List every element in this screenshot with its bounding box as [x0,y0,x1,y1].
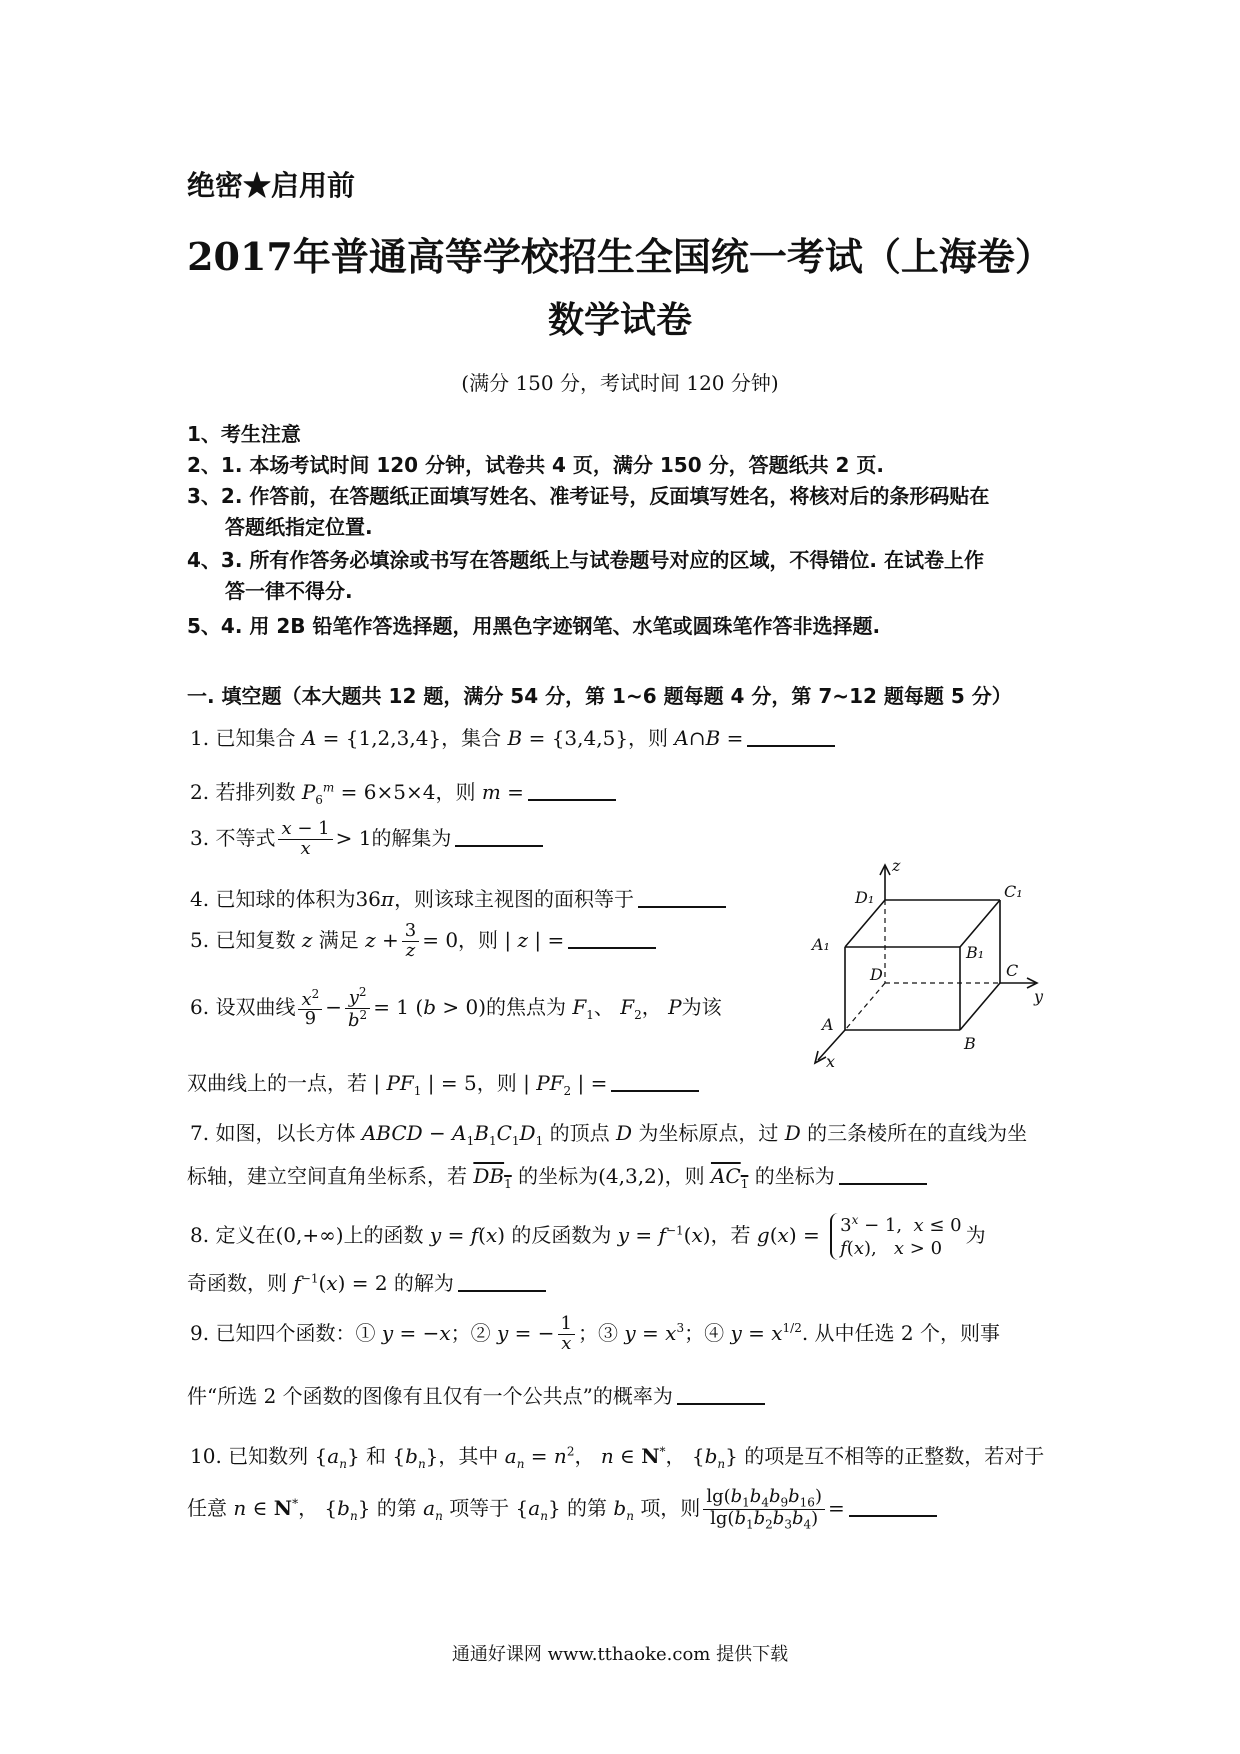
answer-blank-7[interactable] [839,1183,927,1185]
fig-label-z: z [892,856,901,875]
footer-text: 通通好课网 www.tthaoke.com 提供下载 [451,1644,789,1665]
question-8-line-2: 奇函数，则 $f^{-1}(x) = 2$ 的解为 [187,1267,546,1296]
exam-subtitle: 数学试卷 [547,299,692,341]
classified-label: 绝密★启用前 [187,169,356,202]
question-1: 1. 已知集合 A = {1,2,3,4}，集合 B = {3,4,5}，则 A∩B = [190,722,835,751]
answer-blank-4[interactable] [638,906,726,908]
notice-line-4-cont: 答一律不得分. [225,579,353,603]
exam-title: 2017年普通高等学校招生全国统一考试（上海卷） [187,234,1053,279]
question-8: 8. 定义在(0,+∞)上的函数 y = f(x) 的反函数为 $y = f^{-1}(x)$，若 g(x) = $3^x - 1$, x ≤ 0 f(x), x > 0 为 [190,1213,986,1259]
fig-label-x: x [826,1052,836,1070]
fig-label-A: A [822,1015,834,1034]
fig-label-B: B [964,1034,976,1053]
notice-line-4: 4、3. 所有作答务必填涂或书写在答题纸上与试卷题号对应的区域，不得错位. 在试卷上作 [187,548,984,572]
answer-blank-6[interactable] [611,1090,699,1092]
question-7-line-2: 标轴，建立空间直角坐标系，若 $DB_1$ 的坐标为(4,3,2)，则 $AC_1$ 的坐标为 [187,1160,927,1191]
question-10: 10. 已知数列 $\{a_n\}$ 和 $\{b_n\}$，其中 $a_n = n^2$， n ∈ N*， $\{b_n\}$ 的项是互不相等的正整数，若对于 [190,1444,1045,1471]
question-3: 3. 不等式 $\frac{x - 1}{x}$ > 1的解集为 [190,820,543,859]
question-10-line-2: 任意 n ∈ N*， $\{b_n\}$ 的第 $a_n$ 项等于 $\{a_n\}$ 的第 $b_n$ 项，则 $\frac{\lg(b_1b_4b_9b_{16})}{\lg(b_1b_2b_3b_4)}$ = [187,1488,937,1531]
question-6: 6. 设双曲线 $\frac{x^2}{9}$ − $\frac{y^2}{b^2}$ = 1 (b > 0)的焦点为 $F_1$、 $F_2$， P为该 [190,985,722,1031]
fig-label-D: D [870,965,883,984]
answer-blank-9[interactable] [677,1403,765,1405]
fig-label-y: y [1034,987,1044,1006]
question-4: 4. 已知球的体积为36π，则该球主视图的面积等于 [190,883,726,912]
notice-line-1: 1、考生注意 [187,422,301,446]
question-7: 7. 如图，以长方体 ABCD − $A_1B_1C_1D_1$ 的顶点 D 为坐标原点，过 D 的三条棱所在的直线为坐 [190,1121,1028,1148]
answer-blank-1[interactable] [747,745,835,747]
notice-line-5: 5、4. 用 2B 铅笔作答选择题，用黑色字迹钢笔、水笔或圆珠笔作答非选择题. [187,614,881,638]
question-2: 2. 若排列数 $P_6^m = 6\times 5\times 4$，则 m = [190,776,616,807]
fig-label-A1: A₁ [812,935,830,954]
question-9-line-2: 件“所选 2 个函数的图像有且仅有一个公共点”的概率为 [187,1380,765,1409]
cuboid-figure [790,855,1070,1070]
answer-blank-5[interactable] [568,947,656,949]
answer-blank-3[interactable] [455,845,543,847]
notice-line-2: 2、1. 本场考试时间 120 分钟，试卷共 4 页，满分 150 分，答题纸共 2 页. [187,453,885,477]
section-heading: 一. 填空题（本大题共 12 题，满分 54 分，第 1~6 题每题 4 分，第 7~12 题每题 5 分） [187,684,1012,708]
answer-blank-10[interactable] [849,1515,937,1517]
score-note: (满分 150 分，考试时间 120 分钟) [461,371,779,395]
fig-label-D1: D₁ [855,888,875,907]
answer-blank-8[interactable] [458,1290,546,1292]
fig-label-B1: B₁ [966,943,985,962]
question-6-line-2: 双曲线上的一点，若 | $PF_1$ | = 5，则 | $PF_2$ | = [187,1067,699,1098]
fig-label-C: C [1006,961,1019,980]
question-5: 5. 已知复数 z 满足 z + $\frac{3}{z}$ = 0，则 | z | = [190,922,656,961]
question-9: 9. 已知四个函数：① y = −x；② y = − $\frac{1}{x}$ ；③ $y = x^3$；④ $y = x^{1/2}$. 从中任选 2 个，则事 [190,1313,1000,1354]
notice-line-3: 3、2. 作答前，在答题纸正面填写姓名、准考证号，反面填写姓名，将核对后的条形码贴在 [187,484,990,508]
fig-label-C1: C₁ [1004,882,1023,901]
notice-line-3-cont: 答题纸指定位置. [225,515,373,539]
answer-blank-2[interactable] [528,799,616,801]
